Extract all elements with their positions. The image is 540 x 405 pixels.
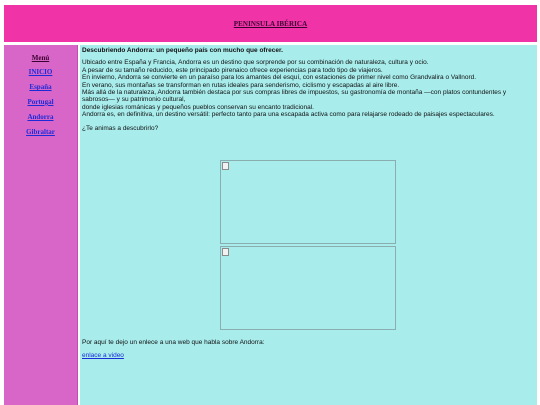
paragraph-line: A pesar de su tamaño reducido, este principado pirenaico ofrece experiencias para todo tipo de viajeros. (82, 66, 383, 74)
paragraph-line: Más allá de la naturaleza, Andorra también destaca por sus compras libres de impuestos, su gastronomía de montaña —con platos contundentes y (82, 89, 507, 97)
sidebar-item-espana[interactable]: España (29, 83, 52, 91)
sidebar-item-gibraltar[interactable]: Gibraltar (26, 128, 55, 136)
paragraph-line: Andorra es, en definitiva, un destino versátil: perfecto tanto para una escapada activa como para relajarse rodeado de paisajes espectaculares. (82, 111, 495, 119)
paragraph-line: sabrosos— y su patrimonio cultural, (82, 96, 186, 104)
video-link[interactable]: enlace a video (82, 352, 124, 359)
paragraph-line: Ubicado entre España y Francia, Andorra es un destino que sorprende por su combinación de naturaleza, cultura y ocio. (82, 59, 429, 67)
sidebar-item-andorra[interactable]: Andorra (27, 113, 54, 121)
sidebar-item-inicio[interactable]: INICIO (28, 68, 53, 76)
sidebar-menu (4, 45, 78, 405)
broken-image-icon (222, 162, 229, 170)
site-title: PENINSULA IBÉRICA (233, 19, 308, 28)
sidebar-item-portugal[interactable]: Portugal (27, 98, 54, 106)
main-content (80, 45, 537, 405)
question-text: ¿Te animas a descubrirlo? (82, 124, 159, 132)
menu-title: Menú (31, 54, 50, 62)
paragraph-line: En verano, sus montañas se transforman en rutas ideales para senderismo, ciclismo y escapadas al aire libre. (82, 81, 400, 89)
broken-image-icon (222, 248, 229, 256)
broken-image-1 (220, 160, 396, 244)
article-heading: Descubriendo Andorra: un pequeño país con mucho que ofrecer. (82, 47, 283, 54)
paragraph-line: En invierno, Andorra se convierte en un paraíso para los amantes del esquí, con estaciones de primer nivel como Grandvalira o Vallnord. (82, 74, 477, 82)
paragraph-line: donde iglesias románicas y pequeños pueblos conservan su encanto tradicional. (82, 103, 314, 111)
link-intro-text: Por aquí te dejo un enlece a una web que habla sobre Andorra: (82, 339, 265, 346)
page-header (4, 5, 537, 42)
broken-image-2 (220, 246, 396, 330)
